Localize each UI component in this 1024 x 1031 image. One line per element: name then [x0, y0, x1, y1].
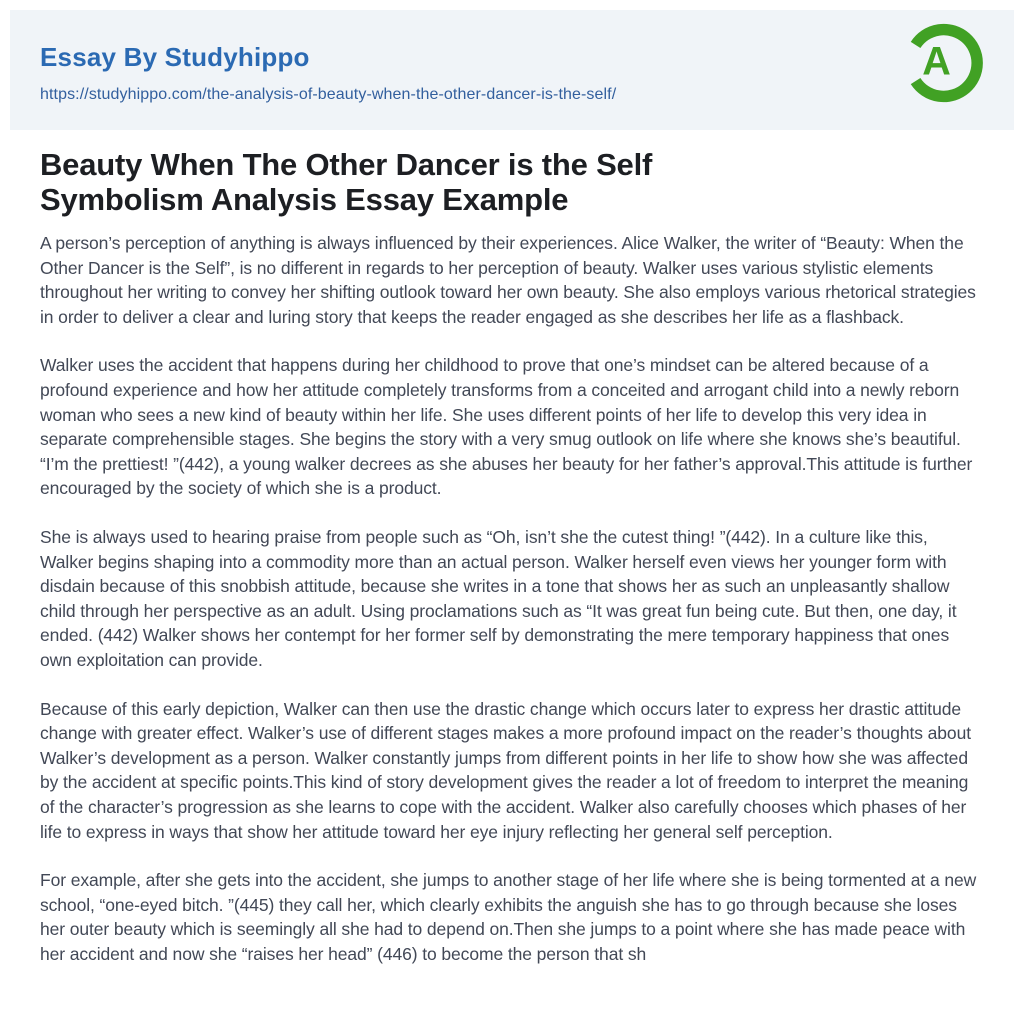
- essay-url-link[interactable]: https://studyhippo.com/the-analysis-of-beauty-when-the-other-dancer-is-the-self/: [40, 85, 617, 103]
- site-header: [10, 10, 1014, 130]
- site-title: Essay By Studyhippo: [40, 42, 310, 72]
- article-paragraph-1: A person’s perception of anything is always influenced by their experiences. Alice Walker, the writer of “Beauty: When the Other Dancer is the Self”, is no different in regards to her perception of beauty. Walker uses various stylistic elements throughout her writing to convey her shifting outlook toward her own beauty. She also employs various rhetorical strategies in order to deliver a clear and luring story that keeps the reader engaged as she describes her life as a flashback.: [40, 233, 976, 327]
- article-paragraph-3: She is always used to hearing praise from people such as “Oh, isn’t she the cutest thing! ”(442). In a culture like this, Walker begins shaping into a commodity more than an actual person. Walker herself even views her younger form with disdain because of this snobbish attitude, because she writes in a tone that shows her as such an unpleasantly shallow child through her perspective as an adult. Using proclamations such as “It was great fun being cute. But then, one day, it ended. (442) Walker shows her contempt for her former self by demonstrating the mere temporary happiness that ones own exploitation can provide.: [40, 526, 957, 670]
- studyhippo-logo-icon: [897, 17, 985, 109]
- article-title: Beauty When The Other Dancer is the Self Symbolism Analysis Essay Example: [40, 147, 653, 218]
- article-paragraph-5: For example, after she gets into the accident, she jumps to another stage of her life where she is being tormented at a new school, “one-eyed bitch. ”(445) they call her, which clearly exhibits the anguish she has to go through because she loses her outer beauty which is seemingly all she had to depend on.Then she jumps to a point where she has made peace with her accident and now she “raises her head” (446) to become the person that sh: [40, 870, 977, 964]
- article-paragraph-4: Because of this early depiction, Walker can then use the drastic change which occurs later to express her drastic attitude change with greater effect. Walker’s use of different stages makes a more profound impact on the reader’s thoughts about Walker’s development as a person. Walker constantly jumps from different points in her life to show how she was affected by the accident at specific points.This kind of story development gives the reader a lot of freedom to interpret the meaning of the character’s progression as she learns to cope with the accident. Walker also carefully chooses which phases of her life to express in ways that show her attitude toward her eye injury reflecting her general self perception.: [40, 698, 971, 842]
- article: [0, 130, 1024, 966]
- logo-letter: A: [922, 39, 951, 84]
- article-paragraph-2: Walker uses the accident that happens during her childhood to prove that one’s mindset can be altered because of a profound experience and how her attitude completely transforms from a conceited and arrogant child into a newly reborn woman who sees a new kind of beauty within her life. She uses different points of her life to develop this very idea in separate comprehensible stages. She begins the story with a very smug outlook on life where she knows she’s beautiful. “I’m the prettiest! ”(442), a young walker decrees as she abuses her beauty for her father’s approval.This attitude is further encouraged by the society of which she is a product.: [40, 355, 973, 499]
- studyhippo-logo[interactable]: [897, 17, 985, 109]
- page-root: [0, 10, 1024, 1031]
